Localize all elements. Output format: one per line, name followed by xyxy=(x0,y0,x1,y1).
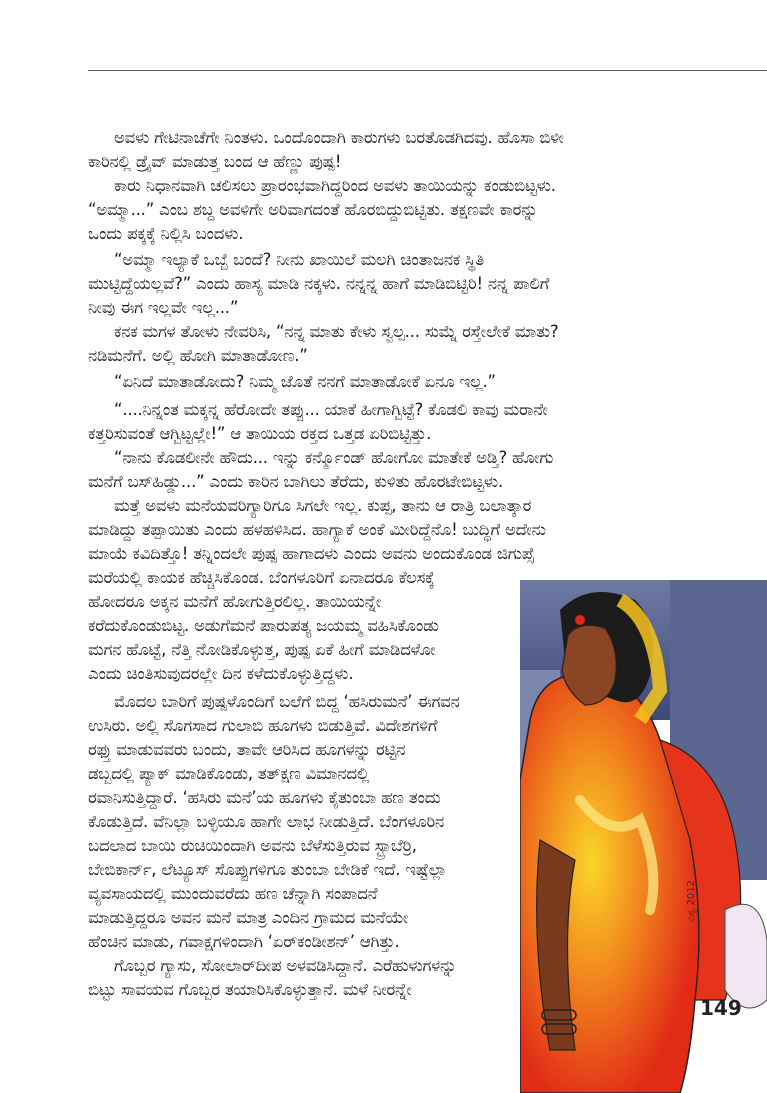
text-line: ಮಾಡಿದ್ದು ತಪ್ಪಾಯಿತು ಎಂದು ಹಳಹಳಿಸಿದ. ಹಾಗ್ಯಾಕೆ ಅಂಕೆ ಮೀರಿದ್ದೆನೊ! ಬುದ್ಧಿಗೆ ಅದೇನು xyxy=(88,520,546,539)
artist-signature: ವಿಶ್ವ 2012 xyxy=(686,880,697,923)
text-line: ಕತ್ತರಿಸುವಂತೆ ಆಗ್ಬಿಟ್ಟಲ್ಲೇ!” ಆ ತಾಯಿಯ ರಕ್ತದ ಒತ್ತಡ ಏರಿಬಿಟ್ಟಿತ್ತು. xyxy=(88,424,432,443)
paragraph-7 xyxy=(88,446,553,494)
text-line: ಮಗನ ಹೊಟ್ಟೆ, ನೆತ್ತಿ ನೋಡಿಕೊಳ್ಳುತ್ತ, ಪುಷ್ಪ ಏಕೆ ಹೀಗೆ ಮಾಡಿದಳೋ xyxy=(88,640,436,659)
text-line: ರಫ್ತು ಮಾಡುವವರು ಬಂದು, ತಾವೇ ಆರಿಸಿದ ಹೂಗಳನ್ನು ರಟ್ಟಿನ xyxy=(88,740,406,759)
text-line: ಮತ್ತೆ ಅವಳು ಮನೆಯವರಿಗ್ಯಾರಿಗೂ ಸಿಗಲೇ ಇಲ್ಲ. ಕುಪ್ಪ, ತಾನು ಆ ರಾತ್ರಿ ಬಲಾತ್ಕಾರ xyxy=(114,496,532,515)
text-line: ಬದಲಾದ ಬಾಯಿ ರುಚಿಯಿಂದಾಗಿ ಅವನು ಬೆಳೆಸುತ್ತಿರುವ ಸ್ಟ್ರಾಬೆರ್ರಿ, xyxy=(88,836,417,855)
text-line: ಕನಕ ಮಗಳ ತೋಳು ನೇವರಿಸಿ, “ನನ್ನ ಮಾತು ಕೇಳು ಸ್ವಲ್ಪ... ಸುಮ್ನೆ ರಸ್ತೇಲೇಕೆ ಮಾತು? xyxy=(114,322,559,341)
text-line: ಕಾರಿನಲ್ಲಿ ಡ್ರೈವ್ ಮಾಡುತ್ತ ಬಂದ ಆ ಹೆಣ್ಣು ಪುಷ್ಪ! xyxy=(88,152,342,171)
text-line: ವ್ಯವಸಾಯದಲ್ಲಿ ಮುಂದುವರೆದು ಹಣ ಚೆನ್ನಾಗಿ ಸಂಪಾದನೆ xyxy=(88,884,378,903)
text-line: ಮುಟ್ಟಿದ್ದೆಯಲ್ಲವೆ?” ಎಂದು ಹಾಸ್ಯ ಮಾಡಿ ನಕ್ಕಳು. ನನ್ನನ್ನ ಹಾಗೆ ಮಾಡಿಬಿಟ್ಟಿರಿ! ನನ್ನ ಪಾಲಿಗೆ xyxy=(88,274,550,293)
text-line: ಮೊದಲ ಬಾರಿಗೆ ಪುಷ್ಪಳೊಂದಿಗೆ ಬಲೆಗೆ ಬಿದ್ದ ‘ಹಸಿರುಮನೆ’ ಈಗವನ xyxy=(114,692,460,711)
paragraph-3 xyxy=(88,248,549,320)
page-number: 149 xyxy=(700,996,742,1020)
text-line: “ಅಮ್ಮಾ ಇಲ್ಯಾಕೆ ಒಬ್ಬೆ ಬಂದೆ? ನೀನು ಖಾಯಿಲೆ ಮಲಗಿ ಚಿಂತಾಜನಕ ಸ್ಥಿತಿ xyxy=(114,250,484,269)
paragraph-6 xyxy=(88,398,548,446)
paragraph-5 xyxy=(88,370,496,394)
text-line: ಒಂದು ಪಕ್ಕಕ್ಕೆ ನಿಲ್ಲಿಸಿ ಬಂದಳು. xyxy=(88,224,244,243)
text-line: ಮರೆಯಲ್ಲಿ ಕಾಯಕ ಹೆಚ್ಚಿಸಿಕೊಂಡ. ಬೆಂಗಳೂರಿಗೆ ಏನಾದರೂ ಕೆಲಸಕ್ಕೆ xyxy=(88,568,435,587)
text-line: ರವಾನಿಸುತ್ತಿದ್ದಾರೆ. ‘ಹಸಿರು ಮನೆ’ಯ ಹೂಗಳು ಕೈತುಂಬಾ ಹಣ ತಂದು xyxy=(88,788,441,807)
text-line: “ಅಮ್ಮಾ...” ಎಂಬ ಶಬ್ದ ಅವಳಿಗೇ ಅರಿವಾಗದಂತೆ ಹೊರಬಿದ್ದುಬಿಟ್ಟಿತು. ತಕ್ಷಣವೇ ಕಾರನ್ನು xyxy=(88,200,538,219)
paragraph-9 xyxy=(88,690,460,1002)
text-line: ಗೊಬ್ಬರ ಗ್ಯಾಸು, ಸೋಲಾರ್‌ದೀಪ ಅಳವಡಿಸಿದ್ದಾನೆ. ಎರೆಹುಳುಗಳನ್ನು xyxy=(114,956,457,975)
text-line: “ನಾನು ಕೊಡಲೀನೇ ಹೌದು... ಇನ್ನು ಕರ್ನ್ಮೊಂಡ್ ಹೋಗೋ ಮಾತೇಕೆ ಅಡ್ತಿ? ಹೋಗು xyxy=(114,448,554,467)
text-line: ಮಾಯೆ ಕವಿದಿತ್ತೊ! ತನ್ನಿಂದಲೇ ಪುಷ್ಪ ಹಾಗಾದಳು ಎಂದು ಅವನು ಅಂದುಕೊಂಡ ಜಿಗುಪ್ಸೆ xyxy=(88,544,535,563)
text-line: ಬೇಬಿಕಾರ್ನ್, ಲೆಟ್ಯೂಸ್ ಸೊಪ್ಪುಗಳಿಗೂ ತುಂಬಾ ಬೇಡಿಕೆ ಇದೆ. ಇಷ್ಟೆಲ್ಲಾ xyxy=(88,860,447,879)
paragraph-1 xyxy=(88,126,564,174)
text-line: ನೀವು ಈಗ ಇಲ್ಲವೇ ಇಲ್ಲ...” xyxy=(88,298,239,317)
paragraph-2 xyxy=(88,174,556,246)
text-line: “....ನಿನ್ನಂತ ಮಕ್ಕನ್ನ ಹೆರೋದೇ ತಪ್ಪು... ಯಾಕೆ ಹೀಗಾಗ್ಬಿಟ್ಟೆ? ಕೊಡಲಿ ಕಾವು ಮರಾನೇ xyxy=(114,400,548,419)
text-line: ಮಾಡುತ್ತಿದ್ದರೂ ಅವನ ಮನೆ ಮಾತ್ರ ಎಂದಿನ ಗ್ರಾಮದ ಮನೆಯೇ xyxy=(88,908,409,927)
text-line: ಮನೆಗೆ ಬಸ್‌ಹಿಡ್ಡು...” ಎಂದು ಕಾರಿನ ಬಾಗಿಲು ತೆರೆದು, ಕುಳಿತು ಹೊರಟೇಬಿಟ್ಟಳು. xyxy=(88,472,504,491)
text-line: ಕೊಡುತ್ತಿದೆ. ವೆನಿಲ್ಲಾ ಬಳ್ಳಿಯೂ ಹಾಗೇ ಲಾಭ ನೀಡುತ್ತಿದೆ. ಬೆಂಗಳೂರಿನ xyxy=(88,812,444,831)
text-line: “ಏನಿದೆ ಮಾತಾಡೋದು? ನಿಮ್ಮ ಜೊತೆ ನನಗೆ ಮಾತಾಡೋಕೆ ಏನೂ ಇಲ್ಲ.” xyxy=(114,372,496,391)
text-line: ಉಸಿರು. ಅಲ್ಲಿ ಸೊಗಸಾದ ಗುಲಾಬಿ ಹೂಗಳು ಬಿಡುತ್ತಿವೆ. ವಿದೇಶಗಳಿಗೆ xyxy=(88,716,438,735)
text-line: ಅವಳು ಗೇಟಿನಾಚೆಗೇ ನಿಂತಳು. ಒಂದೊಂದಾಗಿ ಕಾರುಗಳು ಬರತೊಡಗಿದವು. ಹೊಸಾ ಬಿಳೀ xyxy=(114,128,564,147)
text-line: ಬಿಟ್ಟು ಸಾವಯವ ಗೊಬ್ಬರ ತಯಾರಿಸಿಕೊಳ್ಳುತ್ತಾನೆ. ಮಳೆ ನೀರನ್ನೇ xyxy=(88,980,412,999)
text-line: ನಡಿಮನೆಗೆ. ಅಲ್ಲಿ ಹೋಗಿ ಮಾತಾಡೋಣ.” xyxy=(88,346,308,365)
text-line: ಹೆಂಚಿನ ಮಾಡು, ಗವಾಕ್ಷಗಳಿಂದಾಗಿ ‘ಏರ್‌ಕಂಡೀಶನ್’ ಆಗಿತ್ತು. xyxy=(88,932,400,951)
text-line: ಎಂದು ಚಿಂತಿಸುವುದರಲ್ಲೇ ದಿನ ಕಳೆದುಕೊಳ್ಳುತ್ತಿದ್ದಳು. xyxy=(88,664,354,683)
text-line: ಕರೆದುಕೊಂಡುಬಿಟ್ಟ. ಅಡುಗೆಮನೆ ಪಾರುಪತ್ಯ ಜಯಮ್ಮ ವಹಿಸಿಕೊಂಡು xyxy=(88,616,439,635)
text-line: ಡಬ್ಬದಲ್ಲಿ ಪ್ಯಾಕ್ ಮಾಡಿಕೊಂಡು, ತತ್‌ಕ್ಷಣ ವಿಮಾನದಲ್ಲಿ xyxy=(88,764,370,783)
text-line: ಹೋದರೂ ಅಕ್ಕನ ಮನೆಗೆ ಹೋಗುತ್ತಿರಲಿಲ್ಲ. ತಾಯಿಯನ್ನೇ xyxy=(88,592,382,611)
paragraph-4 xyxy=(88,320,558,368)
text-line: ಕಾರು ನಿಧಾನವಾಗಿ ಚಲಿಸಲು ಪ್ರಾರಂಭವಾಗಿದ್ದರಿಂದ ಅವಳು ತಾಯಿಯನ್ನು ಕಂಡುಬಿಟ್ಟಳು. xyxy=(114,176,556,195)
header-rule xyxy=(88,70,767,71)
paragraph-8 xyxy=(88,494,546,686)
